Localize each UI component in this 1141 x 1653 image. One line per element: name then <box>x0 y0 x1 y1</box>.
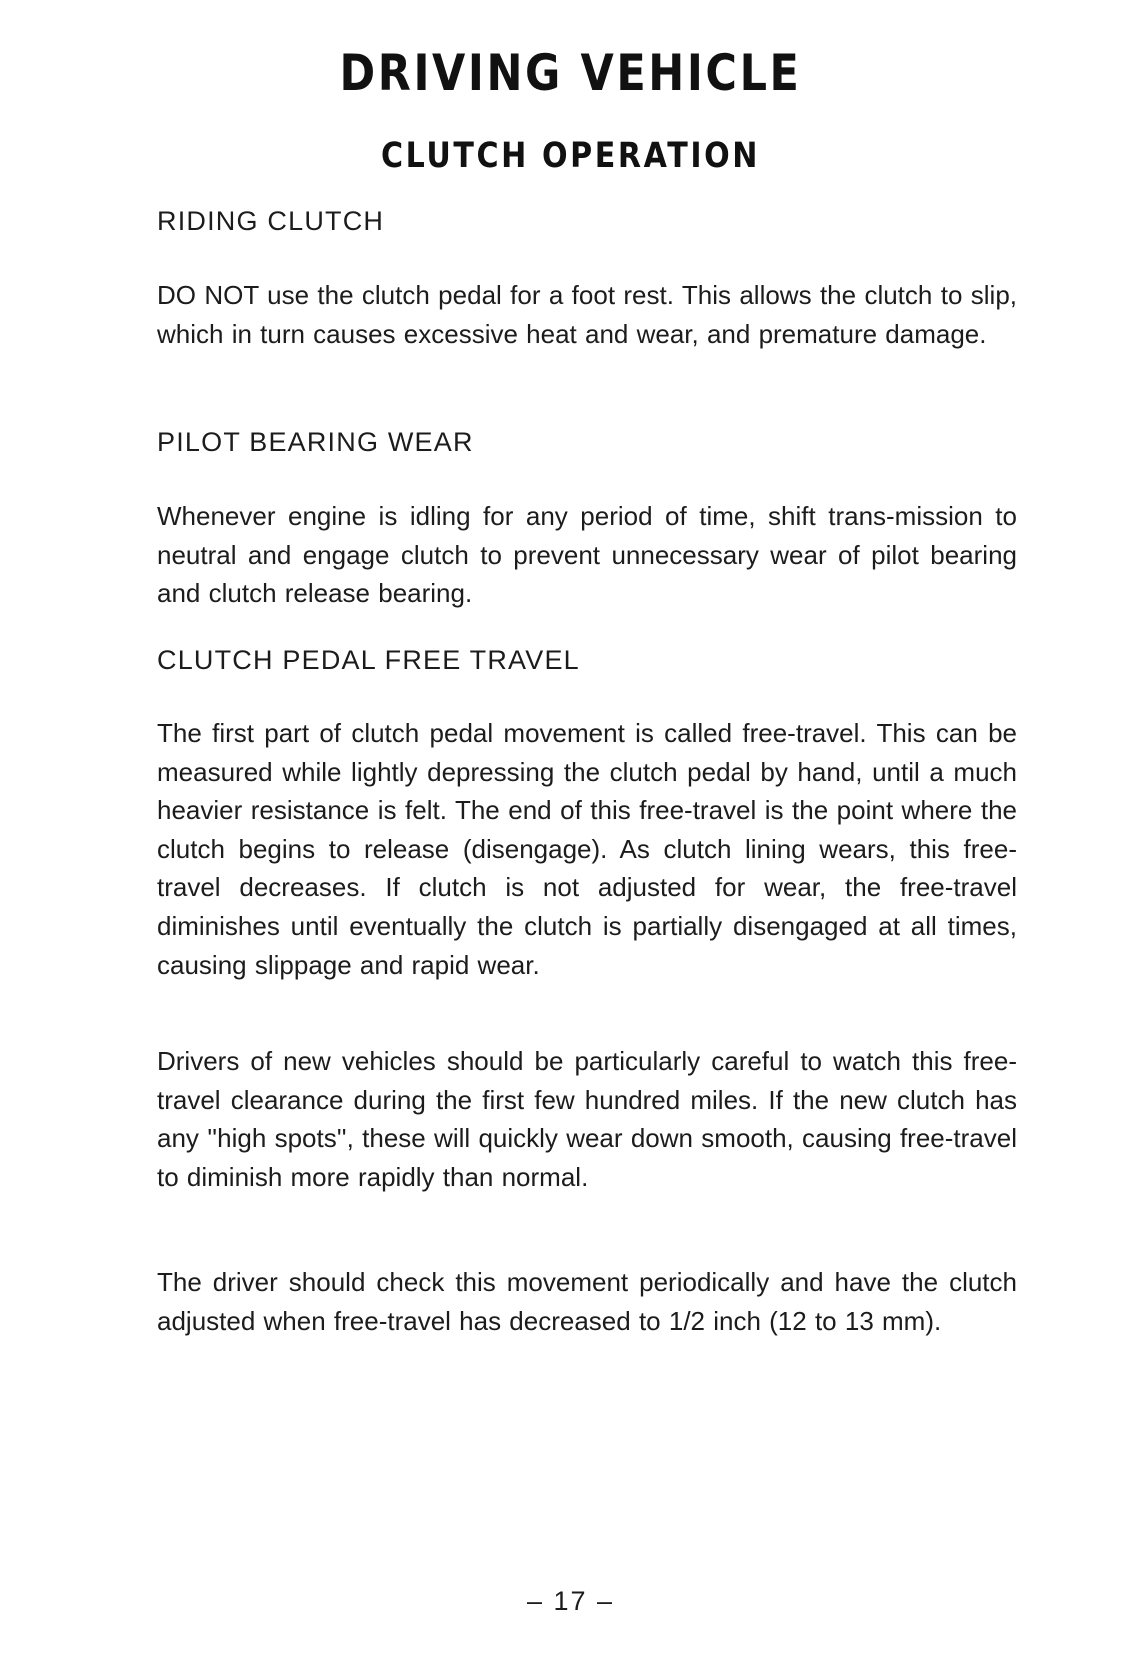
paragraph-pilot-bearing-wear: Whenever engine is idling for any period of time, shift trans-mission to neutral and engage clutch to prevent unnecessary wear of pilot bearing and clutch release bearing. <box>157 501 1017 609</box>
section-heading-riding-clutch: RIDING CLUTCH <box>157 206 385 236</box>
page-title: DRIVING VEHICLE <box>339 44 802 102</box>
paragraph-free-travel-definition: The first part of clutch pedal movement is called free-travel. This can be measured while lightly depressing the clutch pedal by hand, until a much heavier resistance is felt. The end of this free-travel is the point where the clutch begins to release (disengage). As clutch lining wears, this free-travel decreases. If clutch is not adjusted for wear, the free-travel diminishes until eventually the clutch is partially disengaged at all times, causing slippage and rapid wear. <box>157 718 1017 980</box>
section-heading-pilot-bearing-wear: PILOT BEARING WEAR <box>157 427 474 457</box>
section-heading-clutch-pedal-free-travel: CLUTCH PEDAL FREE TRAVEL <box>157 645 580 675</box>
paragraph-new-vehicles: Drivers of new vehicles should be particularly careful to watch this free-travel clearance during the first few hundred miles. If the new clutch has any ''high spots'', these will quickly wear down smooth, causing free-travel to diminish more rapidly than normal. <box>157 1046 1017 1192</box>
paragraph-riding-clutch: DO NOT use the clutch pedal for a foot rest. This allows the clutch to slip, which in turn causes excessive heat and wear, and premature damage. <box>157 280 1017 349</box>
page-subtitle: CLUTCH OPERATION <box>380 136 761 176</box>
paragraph-periodic-check: The driver should check this movement periodically and have the clutch adjusted when free-travel has decreased to 1/2 inch (12 to 13 mm). <box>157 1267 1017 1336</box>
page-number: – 17 – <box>526 1586 615 1616</box>
